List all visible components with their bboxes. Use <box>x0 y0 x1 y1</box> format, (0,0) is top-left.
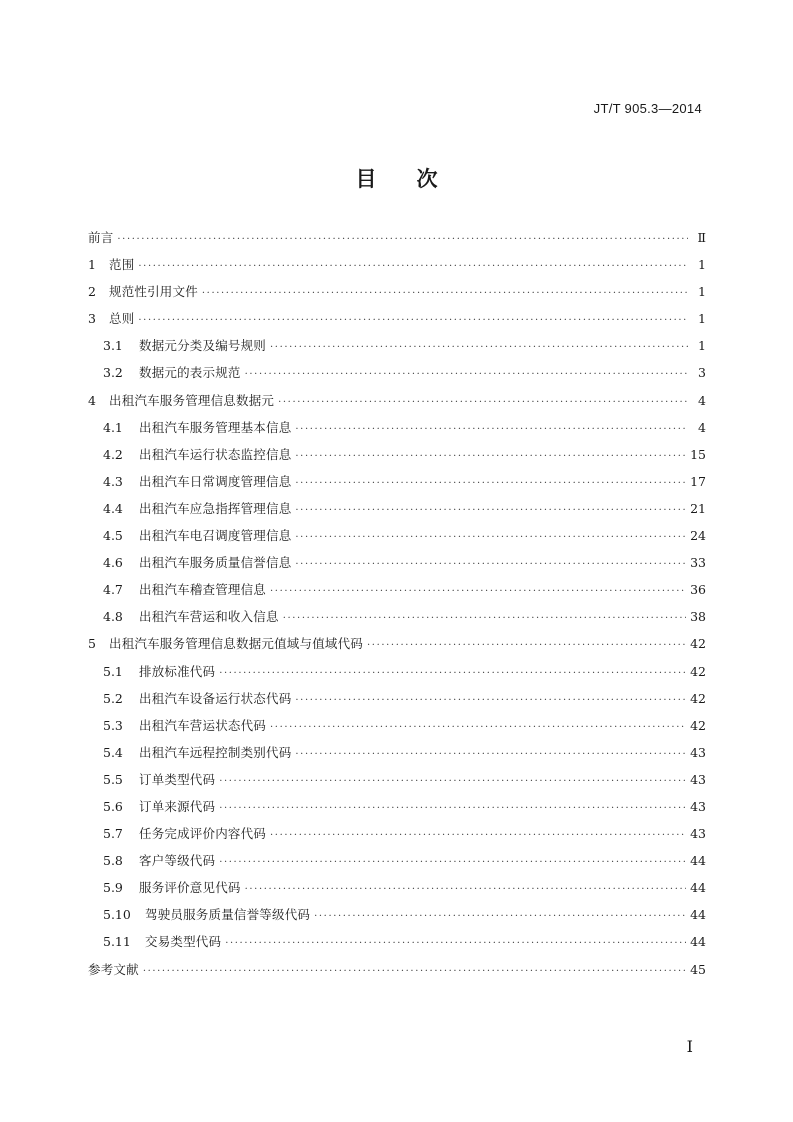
toc-entry-page: 43 <box>690 826 706 842</box>
toc-entry-number: 5.10 <box>103 907 131 923</box>
dot-leader <box>295 470 686 495</box>
dot-leader <box>219 795 686 820</box>
toc-entry-page: 36 <box>690 582 706 598</box>
toc-entry-2[interactable] <box>88 278 706 305</box>
toc-entry-number: 5.7 <box>103 826 123 842</box>
toc-entry-5-8[interactable] <box>88 847 706 874</box>
toc-entry-number: 5.6 <box>103 798 123 814</box>
toc-entry-label: 出租汽车应急指挥管理信息 <box>139 500 292 516</box>
toc-entry-5-11[interactable] <box>88 928 706 955</box>
toc-entry-page: 15 <box>690 446 706 462</box>
toc-entry-label: 订单来源代码 <box>139 798 216 814</box>
toc-entry-label: 规范性引用文件 <box>109 284 198 300</box>
toc-entry-number: 5.1 <box>103 663 123 679</box>
toc-entry-5[interactable] <box>88 630 706 657</box>
toc-entry-page: 43 <box>690 798 706 814</box>
toc-entry-page: 1 <box>698 257 706 273</box>
toc-entry-page: 4 <box>698 419 706 435</box>
toc-entry-5-5[interactable] <box>88 766 706 793</box>
toc-entry-number: 3 <box>88 311 96 327</box>
toc-entry-3-2[interactable] <box>88 359 706 386</box>
dot-leader <box>295 497 686 522</box>
toc-entry-4-2[interactable] <box>88 441 706 468</box>
toc-entry-3-1[interactable] <box>88 332 706 359</box>
toc-entry-5-3[interactable] <box>88 712 706 739</box>
toc-entry-page: 33 <box>690 555 706 571</box>
toc-entry-5-6[interactable] <box>88 793 706 820</box>
dot-leader <box>295 551 686 576</box>
toc-entry-number: 4.5 <box>103 528 123 544</box>
table-of-contents <box>88 224 706 983</box>
dot-leader <box>295 524 686 549</box>
toc-entry-label: 参考文献 <box>88 961 139 977</box>
toc-entry-4[interactable] <box>88 387 706 414</box>
toc-entry-page: 43 <box>690 744 706 760</box>
toc-entry-4-8[interactable] <box>88 603 706 630</box>
toc-entry-label: 出租汽车服务质量信誉信息 <box>139 555 292 571</box>
toc-entry-page: 42 <box>690 636 706 652</box>
page-number: I <box>686 1037 693 1056</box>
toc-entry-label: 出租汽车日常调度管理信息 <box>139 473 292 489</box>
dot-leader <box>278 389 688 414</box>
toc-entry-label: 总则 <box>109 311 135 327</box>
toc-entry-page: 42 <box>690 717 706 733</box>
toc-entry-number: 4.1 <box>103 419 123 435</box>
toc-entry-number: 4.7 <box>103 582 123 598</box>
toc-entry-page: 44 <box>690 907 706 923</box>
toc-entry-number: 5.11 <box>103 934 131 950</box>
toc-entry-page: 38 <box>690 609 706 625</box>
toc-entry-label: 前言 <box>88 230 114 245</box>
dot-leader <box>219 768 686 793</box>
page-title: 目次 <box>355 166 478 191</box>
dot-leader <box>270 714 686 739</box>
toc-entry-number: 1 <box>88 257 96 273</box>
toc-entry-label: 出租汽车服务管理基本信息 <box>139 419 292 435</box>
toc-entry-label: 出租汽车运行状态监控信息 <box>139 446 292 462</box>
dot-leader <box>295 416 688 441</box>
toc-entry-label: 范围 <box>109 257 135 273</box>
dot-leader <box>295 443 686 468</box>
toc-entry-5-2[interactable] <box>88 685 706 712</box>
toc-entry-page: 4 <box>698 392 706 408</box>
dot-leader <box>314 903 686 928</box>
toc-entry-page: 21 <box>690 500 706 516</box>
toc-entry-label: 出租汽车稽查管理信息 <box>139 582 267 598</box>
dot-leader <box>138 253 688 278</box>
toc-entry-5-4[interactable] <box>88 739 706 766</box>
toc-entry-page: 17 <box>690 473 706 489</box>
toc-entry-page: 42 <box>690 690 706 706</box>
toc-entry-page: 43 <box>690 771 706 787</box>
toc-entry-page: 42 <box>690 663 706 679</box>
dot-leader <box>270 822 686 847</box>
toc-entry-page: 44 <box>690 853 706 869</box>
toc-entry-number: 2 <box>88 284 96 300</box>
dot-leader <box>295 687 686 712</box>
toc-entry-page: 45 <box>690 961 706 977</box>
toc-entry-label: 出租汽车电召调度管理信息 <box>139 528 292 544</box>
toc-entry-5-10[interactable] <box>88 901 706 928</box>
toc-entry-label: 排放标准代码 <box>139 663 216 679</box>
toc-entry-4-1[interactable] <box>88 414 706 441</box>
toc-entry-4-6[interactable] <box>88 549 706 576</box>
dot-leader <box>270 334 688 359</box>
toc-entry-page: 1 <box>698 311 706 327</box>
dot-leader <box>143 958 686 983</box>
toc-entry-label: 出租汽车设备运行状态代码 <box>139 690 292 706</box>
toc-entry-number: 4.8 <box>103 609 123 625</box>
toc-entry-4-7[interactable] <box>88 576 706 603</box>
toc-entry-label: 数据元的表示规范 <box>139 365 241 381</box>
toc-entry-label: 出租汽车营运和收入信息 <box>139 609 279 625</box>
dot-leader <box>367 632 686 657</box>
toc-entry-foreword[interactable] <box>88 224 706 251</box>
toc-entry-label: 客户等级代码 <box>139 853 216 869</box>
toc-entry-number: 4.2 <box>103 446 123 462</box>
toc-entry-number: 5.8 <box>103 853 123 869</box>
toc-entry-page: 44 <box>690 934 706 950</box>
toc-entry-number: 3.1 <box>103 338 123 354</box>
toc-entry-number: 5.2 <box>103 690 123 706</box>
dot-leader <box>283 605 686 630</box>
toc-entry-4-3[interactable] <box>88 468 706 495</box>
toc-entry-references[interactable] <box>88 956 706 983</box>
toc-entry-page: 1 <box>698 284 706 300</box>
toc-entry-number: 3.2 <box>103 365 123 381</box>
toc-entry-4-5[interactable] <box>88 522 706 549</box>
toc-entry-number: 4.3 <box>103 473 123 489</box>
toc-entry-4-4[interactable] <box>88 495 706 522</box>
dot-leader <box>245 361 688 386</box>
toc-entry-number: 5.9 <box>103 880 123 896</box>
toc-entry-page: 44 <box>690 880 706 896</box>
dot-leader <box>225 930 686 955</box>
dot-leader <box>219 660 686 685</box>
standard-code: JT/T 905.3—2014 <box>593 101 702 116</box>
toc-entry-label: 订单类型代码 <box>139 771 216 787</box>
toc-entry-5-7[interactable] <box>88 820 706 847</box>
toc-entry-page: 3 <box>698 365 706 381</box>
toc-entry-number: 4.4 <box>103 500 123 516</box>
toc-entry-label: 驾驶员服务质量信誉等级代码 <box>145 907 311 923</box>
toc-entry-label: 交易类型代码 <box>145 934 222 950</box>
dot-leader <box>270 578 686 603</box>
toc-entry-page: Ⅱ <box>697 230 706 245</box>
toc-entry-number: 5.5 <box>103 771 123 787</box>
toc-entry-label: 出租汽车远程控制类别代码 <box>139 744 292 760</box>
toc-entry-page: 24 <box>690 528 706 544</box>
toc-entry-5-9[interactable] <box>88 874 706 901</box>
toc-entry-label: 出租汽车服务管理信息数据元值域与值域代码 <box>109 636 364 652</box>
toc-entry-5-1[interactable] <box>88 658 706 685</box>
toc-entry-3[interactable] <box>88 305 706 332</box>
toc-entry-label: 数据元分类及编号规则 <box>139 338 267 354</box>
toc-entry-label: 任务完成评价内容代码 <box>139 826 267 842</box>
dot-leader <box>219 849 686 874</box>
toc-entry-1[interactable] <box>88 251 706 278</box>
toc-entry-label: 出租汽车服务管理信息数据元 <box>109 392 275 408</box>
dot-leader <box>138 307 688 332</box>
toc-entry-number: 4.6 <box>103 555 123 571</box>
toc-entry-number: 5.3 <box>103 717 123 733</box>
dot-leader <box>202 280 688 305</box>
toc-entry-number: 5.4 <box>103 744 123 760</box>
toc-entry-label: 服务评价意见代码 <box>139 880 241 896</box>
toc-entry-number: 4 <box>88 392 96 408</box>
toc-entry-label: 出租汽车营运状态代码 <box>139 717 267 733</box>
dot-leader <box>117 226 688 251</box>
dot-leader <box>295 741 686 766</box>
toc-entry-page: 1 <box>698 338 706 354</box>
toc-entry-number: 5 <box>88 636 96 652</box>
dot-leader <box>245 876 686 901</box>
